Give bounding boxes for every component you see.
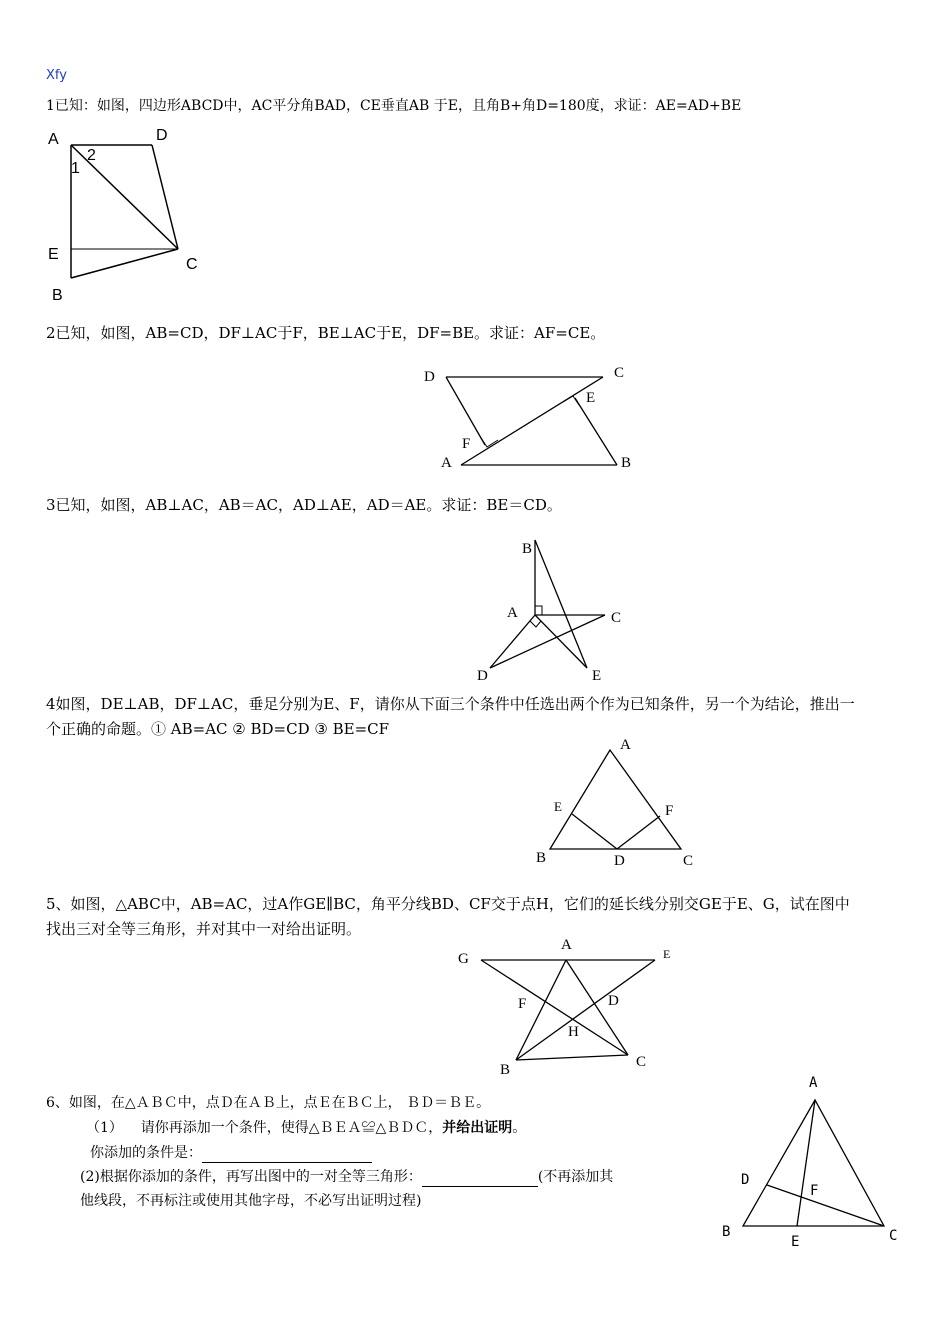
triangle-abc: [743, 1100, 884, 1226]
label-d: D: [608, 993, 619, 1009]
problem-number: 6: [46, 1095, 55, 1111]
label-a: A: [620, 737, 631, 753]
label-angle-1: 1: [71, 160, 80, 177]
problem-text: 已知，如图，AB⊥AC，AB＝AC，AD⊥AE，AD＝AE。求证：BE＝CD。: [55, 496, 562, 514]
label-f: F: [810, 1183, 819, 1199]
part-text: (2)根据你添加的条件，再写出图中的一对全等三角形：: [80, 1169, 422, 1185]
label-b: B: [722, 1224, 731, 1240]
label-a: A: [809, 1075, 818, 1091]
segment-dc: [767, 1185, 884, 1226]
label-f: F: [518, 996, 527, 1012]
label-d: D: [477, 668, 488, 684]
problem-text: 已知：如图，四边形ABCD中，AC平分角BAD，CE垂直AB 于E，且角B+角D=180度，求证：AE=AD+BE: [54, 98, 742, 114]
label-e: E: [663, 947, 671, 961]
problem-text: 已知，如图，AB=CD，DF⊥AC于F，BE⊥AC于E，DF=BE。求证：AF=CE。: [55, 324, 606, 342]
problem-text: 如图，DE⊥AB，DF⊥AC，垂足分别为E、F，请你从下面三个条件中任选出两个作为已知条件，另一个为结论，推出一: [55, 695, 855, 713]
label-b: B: [621, 455, 632, 471]
header-tag: Xfy: [46, 68, 67, 83]
problem-number: 1: [46, 98, 55, 114]
label-f: F: [665, 803, 674, 819]
label-e: E: [791, 1234, 800, 1250]
label-f: F: [462, 436, 471, 452]
part-emphasis: 并给出证明: [442, 1120, 513, 1136]
label-b: B: [536, 850, 547, 866]
problem-text: 、如图，在△ＡＢＣ中，点Ｄ在ＡＢ上，点Ｅ在ＢＣ上， ＢＤ＝ＢＥ。: [54, 1095, 491, 1111]
label-a: A: [507, 605, 518, 621]
label-b: B: [500, 1062, 511, 1078]
part-number: （1）: [86, 1120, 123, 1136]
part-end: 。: [512, 1120, 527, 1136]
label-d: D: [424, 369, 435, 385]
label-c: C: [683, 853, 694, 869]
label-b: B: [522, 541, 533, 557]
label-c: C: [611, 610, 622, 626]
label-c: C: [636, 1054, 647, 1070]
condition-label: 你添加的条件是：: [90, 1145, 202, 1161]
problem-5-line-2: 找出三对全等三角形，并对其中一对给出证明。: [46, 920, 362, 938]
label-angle-2: 2: [87, 147, 96, 164]
part-text: 请你再添加一个条件，使得△ＢＥＡ≌△ＢＤＣ，: [140, 1120, 443, 1136]
label-d: D: [741, 1172, 750, 1188]
label-h: H: [568, 1024, 579, 1040]
label-g: G: [458, 951, 469, 967]
label-a: A: [561, 937, 572, 953]
problem-number: 3: [46, 496, 56, 514]
problem-number: 4: [46, 695, 56, 713]
problem-number: 5: [46, 895, 56, 913]
label-e: E: [586, 390, 596, 406]
label-c: C: [614, 365, 625, 381]
problem-text: 、如图，△ABC中，AB=AC，过A作GE∥BC，角平分线BD、CF交于点H，它们的延长线分别交GE于E、G，试在图中: [55, 895, 850, 913]
problem-4-line-2: 个正确的命题。① AB=AC ② BD=CD ③ BE=CF: [46, 720, 390, 738]
label-e: E: [554, 799, 562, 814]
label-c: C: [186, 256, 198, 273]
label-b: B: [52, 287, 63, 304]
label-a: A: [441, 455, 452, 471]
label-d: D: [614, 853, 625, 869]
label-a: A: [48, 131, 59, 148]
problem-number: 2: [46, 324, 56, 342]
part-note: (不再添加其: [537, 1169, 614, 1185]
problem-6-part-2-line-2: 他线段，不再标注或使用其他字母，不必写出证明过程): [80, 1193, 422, 1209]
segment-ae: [797, 1100, 815, 1226]
label-d: D: [156, 127, 168, 144]
label-e: E: [48, 246, 59, 263]
label-c: C: [889, 1228, 898, 1244]
label-e: E: [592, 668, 602, 684]
